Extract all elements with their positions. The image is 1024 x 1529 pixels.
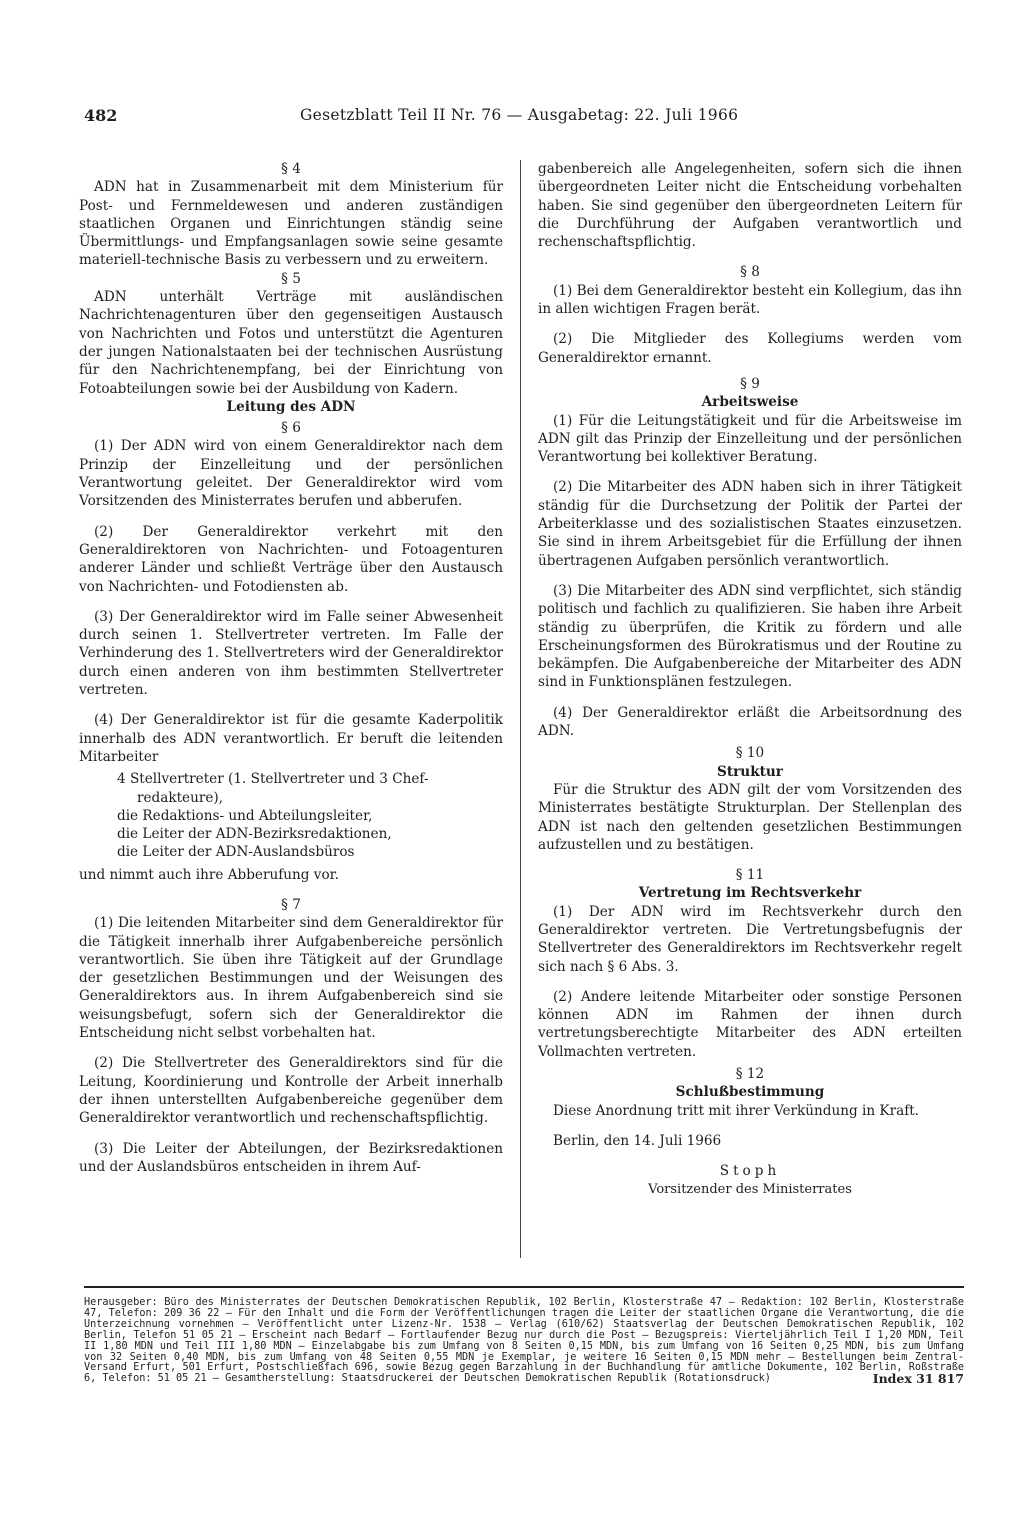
- footer-imprint: [84, 1298, 964, 1385]
- index-number: Index 31 817: [872, 1371, 964, 1387]
- section-8-heading: § 8: [740, 264, 760, 281]
- section-9-paragraph-3: (3) Die Mitarbeiter des ADN sind verpflichtet, sich ständig politisch und fachlich zu qualifizieren. Sie haben ihre Arbeit ständig zu überprüfen, die Kritik zu fördern und alle Erscheinungsformen des Bürokratismus und der Routine zu bekämpfen. Die Aufgabenbereiche der Mitarbeiter des ADN sind in Funktionsplänen festzulegen.: [538, 582, 962, 691]
- section-7-paragraph-3-continued: gabenbereich alle Angelegenheiten, sofern sich die ihnen übergeordneten Leiter nicht die Entscheidung vorbehalten haben. Sie sind gegenüber den übergeordneten Leitern für die Durchführung der Aufgaben verantwortlich und rechenschaftspflichtig.: [538, 161, 962, 251]
- section-6-paragraph-1: (1) Der ADN wird von einem Generaldirektor nach dem Prinzip der Einzelleitung und der persönlichen Verantwortung geleitet. Der Generaldirektor wird vom Vorsitzenden des Ministerrates berufen und abberufen.: [79, 438, 503, 510]
- section-11-paragraph-2: (2) Andere leitende Mitarbeiter oder sonstige Personen können ADN im Rahmen der ihnen durch vertretungsberechtigte Mitarbeiter des ADN erteilten Vollmachten vertreten.: [538, 988, 962, 1060]
- list-item: die Leiter der ADN-Auslandsbüros: [117, 844, 355, 861]
- section-10-text: Für die Struktur des ADN gilt der vom Vorsitzenden des Ministerrates bestätigte Strukturplan. Der Stellenplan des ADN ist nach den geltenden gesetzlichen Bestimmungen aufzustellen und zu bestätigen.: [538, 781, 962, 853]
- section-9-heading: § 9: [740, 375, 760, 392]
- list-item: die Leiter der ADN-Bezirksredaktionen,: [117, 826, 392, 843]
- section-12-text: Diese Anordnung tritt mit ihrer Verkündung in Kraft.: [553, 1102, 920, 1119]
- section-4-heading: § 4: [281, 161, 301, 177]
- section-10-heading: § 10: [735, 745, 765, 762]
- list-item: redakteure),: [137, 789, 224, 806]
- place-and-date: Berlin, den 14. Juli 1966: [553, 1132, 722, 1149]
- section-8-paragraph-1: (1) Bei dem Generaldirektor besteht ein Kollegium, das ihn in allen wichtigen Fragen berät.: [538, 282, 962, 318]
- footer-rule: [84, 1286, 964, 1288]
- section-9-paragraph-4: (4) Der Generaldirektor erläßt die Arbeitsordnung des ADN.: [538, 704, 962, 740]
- right-column: [538, 160, 962, 1199]
- section-6-paragraph-4: (4) Der Generaldirektor ist für die gesamte Kaderpolitik innerhalb des ADN verantwortlich. Er beruft die leitenden Mitarbeiter: [79, 712, 503, 765]
- section-12-heading: § 12: [735, 1066, 765, 1083]
- page-header: [84, 106, 964, 132]
- section-6-paragraph-4-end: und nimmt auch ihre Abberufung vor.: [79, 866, 339, 883]
- page-number: 482: [84, 106, 118, 125]
- section-9-paragraph-1: (1) Für die Leitungstätigkeit und für die Arbeitsweise im ADN gilt das Prinzip der Einzelleitung und der persönlichen Verantwortung bei kollektiver Beratung.: [538, 412, 962, 466]
- section-9-paragraph-2: (2) Die Mitarbeiter des ADN haben sich in ihrer Tätigkeit ständig für die Durchsetzung der Politik der Partei der Arbeiterklasse und des sozialistischen Staates einzusetzen. Sie sind in ihrem Arbeitsgebiet für die Erfüllung der ihnen übertragenen Aufgaben persönlich verantwortlich.: [538, 479, 962, 569]
- gazette-title: Gesetzblatt Teil II Nr. 76 — Ausgabetag: 22. Juli 1966: [300, 106, 739, 124]
- imprint-text: Herausgeber: Büro des Ministerrates der Deutschen Demokratischen Republik, 102 Berlin, Klosterstraße 47 – Redaktion: 102 Berlin, Klosterstraße 47, Telefon: 209 36 22 – Für den Inhalt und die Form der Veröffentlichungen tragen die Leiter der staatlichen Organe die Verantwortung, die die Unterzeichnung vornehmen – Veröffentlicht unter Lizenz-Nr. 1538 – Verlag (610/62) Staatsverlag der Deutschen Demokratischen Republik, 102 Berlin, Telefon 51 05 21 – Erscheint nach Bedarf – Fortlaufender Bezug nur durch die Post – Bezugspreis: Vierteljährlich Teil I 1,20 MDN, Teil II 1,80 MDN und Teil III 1,80 MDN – Einzelabgabe bis zum Umfang von 8 Seiten 0,15 MDN, bis zum Umfang von 16 Seiten 0,25 MDN, bis zum Umfang von 32 Seiten 0,40 MDN, bis zum Umfang von 48 Seiten 0,55 MDN je Exemplar, je weitere 16 Seiten 0,15 MDN mehr – Bestellungen beim Zentral-Versand Erfurt, 501 Erfurt, Postschließfach 696, sowie Bezug gegen Barzahlung in der Buchhandlung für amtliche Dokumente, 102 Berlin, Roßstraße 6, Telefon: 51 05 21 – Gesamtherstellung: Staatsdruckerei der Deutschen Demokratischen Republik (Rotationsdruck): [84, 1297, 964, 1385]
- section-6-paragraph-2: (2) Der Generaldirektor verkehrt mit den Generaldirektoren von Nachrichten- und Fotoagenturen anderer Länder und schließt Verträge über den Austausch von Nachrichten- und Fotodiensten ab.: [79, 523, 503, 595]
- section-6-paragraph-3: (3) Der Generaldirektor wird im Falle seiner Abwesenheit durch seinen 1. Stellvertreter vertreten. Im Falle der Verhinderung des 1. Stellvertreters wird der Generaldirektor durch einen anderen von ihm bestimmten Stellvertreter vertreten.: [79, 608, 503, 699]
- signer-name: Stoph: [719, 1163, 781, 1180]
- section-7-paragraph-2: (2) Die Stellvertreter des Generaldirektors sind für die Leitung, Koordinierung und Kontrolle der Arbeit innerhalb der ihnen unterstellten Aufgabenbereiche gegenüber dem Generaldirektor verantwortlich und rechenschaftspflichtig.: [79, 1055, 503, 1127]
- column-divider: [520, 160, 521, 1258]
- section-5-text: ADN unterhält Verträge mit ausländischen Nachrichtenagenturen über den gegenseitigen Austausch von Nachrichten und Fotos und unterstützt die Agenturen der jungen Nationalstaaten bei der technischen Ausrüstung für den Nachrichtenempfang, bei der Einrichtung von Fotoabteilungen sowie bei der Ausbildung von Kadern.: [79, 289, 503, 397]
- leitung-heading: Leitung des ADN: [226, 398, 356, 415]
- appointee-list: [117, 770, 503, 861]
- section-5-heading: § 5: [281, 270, 301, 287]
- section-7-paragraph-3: (3) Die Leiter der Abteilungen, der Bezirksredaktionen und der Auslandsbüros entscheiden in ihrem Auf-: [79, 1140, 503, 1175]
- section-12-title: Schlußbestimmung: [675, 1084, 825, 1101]
- section-11-title: Vertretung im Rechtsverkehr: [638, 885, 862, 902]
- section-9-title: Arbeitsweise: [701, 394, 799, 411]
- section-7-paragraph-1: (1) Die leitenden Mitarbeiter sind dem Generaldirektor für die Tätigkeit innerhalb ihrer Aufgabenbereiche persönlich verantwortlich. Sie üben ihre Tätigkeit auf der Grundlage der gesetzlichen Bestimmungen und der Weisungen des Generaldirektors aus. In ihrem Aufgabenbereich sind sie weisungsbefugt, sofern sich der Generaldirektor die Entscheidung nicht selbst vorbehalten hat.: [79, 915, 503, 1042]
- section-8-paragraph-2: (2) Die Mitglieder des Kollegiums werden vom Generaldirektor ernannt.: [538, 331, 962, 366]
- list-item: die Redaktions- und Abteilungsleiter,: [117, 807, 373, 824]
- section-10-title: Struktur: [717, 763, 783, 780]
- section-11-heading: § 11: [735, 867, 765, 884]
- section-6-heading: § 6: [281, 420, 301, 437]
- list-item: 4 Stellvertreter (1. Stellvertreter und 3 Chef-: [117, 771, 429, 788]
- left-column: [79, 160, 503, 1176]
- section-7-heading: § 7: [281, 896, 301, 913]
- section-4-text: ADN hat in Zusammenarbeit mit dem Ministerium für Post- und Fernmeldewesen und anderen zuständigen staatlichen Organen und Einrichtungen ständig seine Übermittlungs- und Empfangsanlagen sowie seine gesamte materiell-technische Basis zu verbessern und zu erweitern.: [79, 179, 503, 269]
- section-11-paragraph-1: (1) Der ADN wird im Rechtsverkehr durch den Generaldirektor vertreten. Die Vertretungsbefugnis der Stellvertreter des Generaldirektors im Rechtsverkehr regelt sich nach § 6 Abs. 3.: [538, 903, 962, 975]
- signer-title: Vorsitzender des Ministerrates: [648, 1181, 852, 1197]
